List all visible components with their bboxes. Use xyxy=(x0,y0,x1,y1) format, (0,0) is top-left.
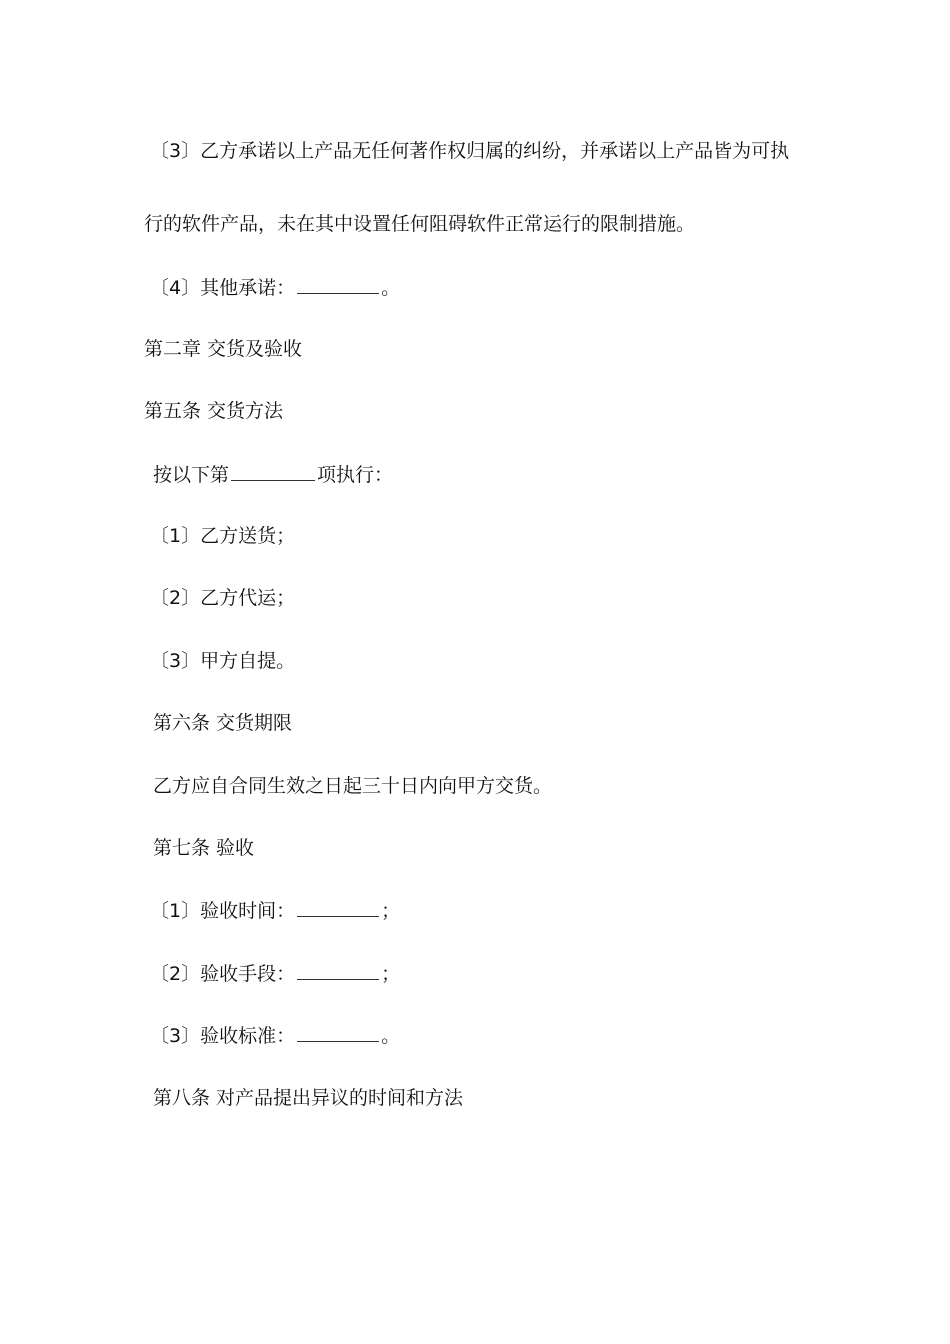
article-6-body: 乙方应自合同生效之日起三十日内向甲方交货。 xyxy=(153,775,553,797)
paragraph-4-end: 。 xyxy=(381,277,401,299)
paragraph-3-line-2: 行的软件产品，未在其中设置任何阻碍软件正常运行的限制措施。 xyxy=(144,213,696,235)
article-5-intro-suffix: 项执行： xyxy=(317,464,394,486)
acceptance-method-end: ； xyxy=(381,963,401,985)
paragraph-4-label: 〔4〕其他承诺： xyxy=(150,277,296,299)
acceptance-standard-blank xyxy=(297,1023,379,1042)
delivery-option-blank xyxy=(231,462,315,481)
article-8-heading: 第八条 对产品提出异议的时间和方法 xyxy=(153,1087,464,1109)
acceptance-method-item xyxy=(150,961,400,986)
acceptance-method-label: 〔2〕验收手段： xyxy=(150,963,296,985)
delivery-option-1: 〔1〕乙方送货； xyxy=(150,525,296,547)
acceptance-time-label: 〔1〕验收时间： xyxy=(150,900,296,922)
acceptance-method-blank xyxy=(297,961,379,980)
other-commitment-blank xyxy=(297,275,379,294)
delivery-option-2: 〔2〕乙方代运； xyxy=(150,587,296,609)
paragraph-3-line-1: 〔3〕乙方承诺以上产品无任何著作权归属的纠纷，并承诺以上产品皆为可执 xyxy=(150,140,790,162)
article-6-heading: 第六条 交货期限 xyxy=(153,712,293,734)
article-7-heading: 第七条 验收 xyxy=(153,837,255,859)
acceptance-standard-end: 。 xyxy=(381,1025,401,1047)
delivery-option-3: 〔3〕甲方自提。 xyxy=(150,650,296,672)
acceptance-time-end: ； xyxy=(381,900,401,922)
acceptance-time-item xyxy=(150,898,400,923)
chapter-2-heading: 第二章 交货及验收 xyxy=(144,338,303,360)
acceptance-standard-item xyxy=(150,1023,400,1048)
article-5-intro xyxy=(153,462,393,487)
acceptance-time-blank xyxy=(297,898,379,917)
acceptance-standard-label: 〔3〕验收标准： xyxy=(150,1025,296,1047)
paragraph-4 xyxy=(150,275,400,300)
article-5-intro-prefix: 按以下第 xyxy=(153,464,230,486)
article-5-heading: 第五条 交货方法 xyxy=(144,400,284,422)
